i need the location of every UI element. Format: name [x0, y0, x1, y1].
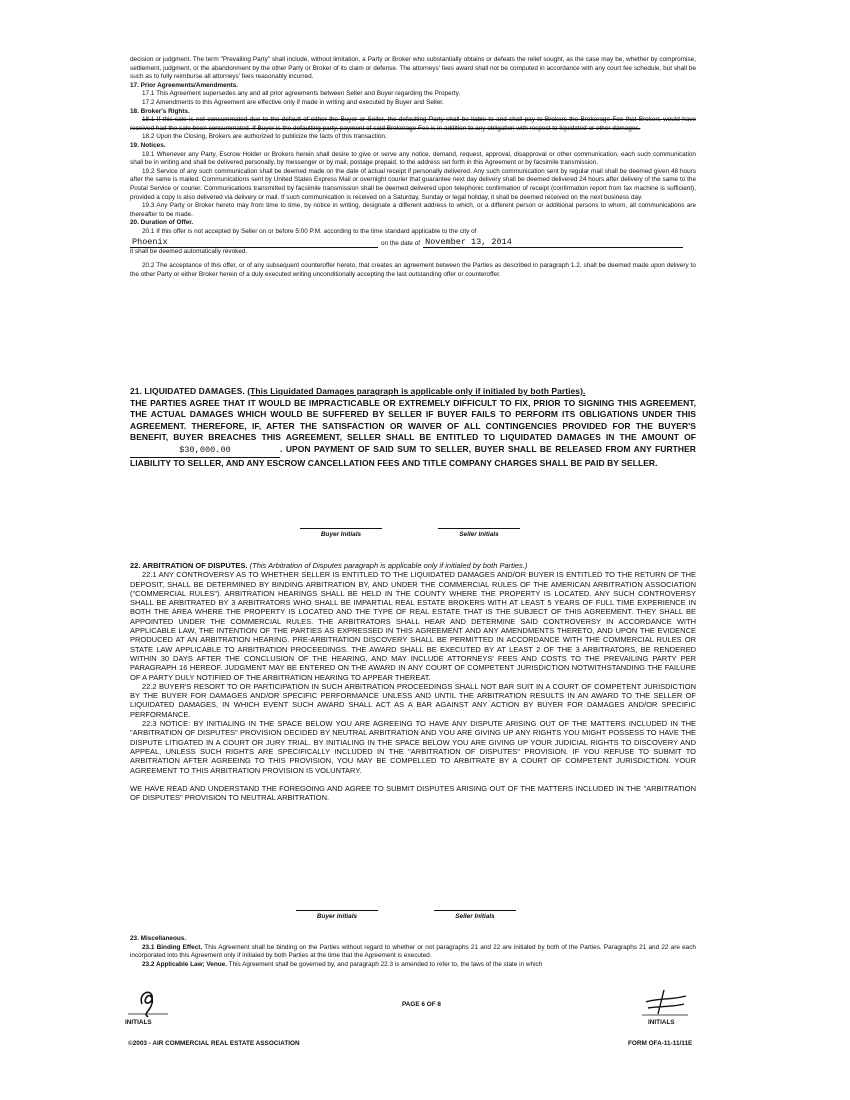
section-23-heading: 23. Miscellaneous. — [130, 935, 187, 942]
clause-19-1: 19.1 Whenever any Party, Escrow Holder or Brokers herein shall desire to give or serve any notice, demand, request, approval, disapproval or other communication, each such communication shall be in writing and shall be delivered personally, by messenger or by mail, postage prepaid, to the address set forth in this Agreement or by facsimile transmission. — [130, 150, 696, 167]
clause-18-2: 18.2 Upon the Closing, Brokers are authorized to publicize the facts of this transaction. — [142, 133, 387, 141]
section-21-heading: 21. LIQUIDATED DAMAGES. — [130, 386, 245, 396]
clause-22-3: 22.3 NOTICE: BY INITIALING IN THE SPACE BELOW YOU ARE AGREEING TO HAVE ANY DISPUTE ARISING OUT OF THE MATTERS INCLUDED IN THE "ARBITRATION OF DISPUTES" PROVISION DECIDED BY NEUTRAL ARBITRATION AND YOU ARE GIVING UP ANY RIGHTS YOU MIGHT POSSESS TO HAVE THE DISPUTE LITIGATED IN A COURT OR JURY TRIAL. BY INITIALING IN THE SPACE BELOW YOU ARE GIVING UP YOUR JUDICIAL RIGHTS TO DISCOVERY AND APPEAL, UNLESS SUCH RIGHTS ARE SPECIFICALLY INCLUDED IN THE "ARBITRATION OF DISPUTES" PROVISION. IF YOU REFUSE TO SUBMIT TO ARBITRATION AFTER AGREEING TO THIS PROVISION, YOU MAY BE COMPELLED TO ARBITRATE BY A COURT OF COMPETENT JURISDICTION. YOUR AGREEMENT TO THIS ARBITRATION PROVISION IS VOLUNTARY. — [130, 719, 696, 775]
intro-paragraph: decision or judgment. The term "Prevailing Party" shall include, without limitation, a Party or Broker who substantially obtains or defeats the relief sought, as the case may be, whether by compromise, settlement, judgment, or the abandonment by the other Party or Broker of its claim or defense. The attorneys' fees award shall not be computed in accordance with any court fee schedule, but shall be such as to fully reimburse all attorneys' fees reasonably incurred. — [130, 56, 696, 81]
date-field[interactable]: November 13, 2014 — [423, 237, 683, 248]
clause-23-2: This Agreement shall be governed by, and paragraph 22.3 is amended to refer to, the laws of the state in which — [228, 960, 543, 968]
initials-right-label: INITIALS — [648, 1019, 675, 1026]
buyer-initials-21[interactable]: Buyer Initials — [300, 528, 382, 538]
section-22-note: (This Arbitration of Disputes paragraph is applicable only if initialed by both Parties.) — [249, 561, 528, 570]
section-18-heading: 18. Broker's Rights. — [130, 107, 190, 115]
revoked-text: it shall be deemed automatically revoked. — [130, 248, 248, 256]
clause-20-2: 20.2 The acceptance of this offer, or of any subsequent counteroffer hereto, that creates an agreement between the Parties as described in paragraph 1.2, shall be deemed made upon delivery to the other Party or either Broker herein of a duly executed writing unconditionally accepting the last outstanding offer or counteroffer. — [130, 262, 696, 278]
section-23 — [130, 935, 696, 969]
form-number: FORM OFA-11-11/11E — [628, 1040, 693, 1047]
clause-23-1: This Agreement shall be binding on the Parties without regard to whether or not paragraphs 21 and 22 are initialed by both of the Parties. Paragraphs 21 and 22 are each incorporated into this Agreement only if initialed by both Parties at the time that the Agreement is executed. — [130, 943, 696, 960]
clause-23-2-label: 23.2 Applicable Law; Venue. — [142, 960, 227, 968]
seller-initials-signature — [640, 986, 690, 1018]
section-22-heading: 22. ARBITRATION OF DISPUTES. — [130, 561, 248, 570]
page-number: PAGE 6 OF 8 — [402, 1001, 441, 1008]
liquidated-damages-text — [130, 398, 696, 470]
liquidated-damages-text-a: THE PARTIES AGREE THAT IT WOULD BE IMPRACTICABLE OR EXTREMELY DIFFICULT TO FIX, PRIOR TO SIGNING THIS AGREEMENT, THE ACTUAL DAMAGES WHICH WOULD BE SUFFERED BY SELLER IF BUYER FAILS TO PERFORM ITS OBLIGATIONS UNDER THIS AGREEMENT. THEREFORE, IF, AFTER THE SATISFACTION OR WAIVER OF ALL CONTINGENCIES PROVIDED FOR THE BUYER'S BENEFIT, BUYER BREACHES THIS AGREEMENT, SELLER SHALL BE ENTITLED TO LIQUIDATED DAMAGES IN THE AMOUNT OF — [130, 397, 696, 443]
section-22 — [130, 561, 696, 802]
liquidated-damages-text-b: . UPON PAYMENT OF SAID SUM TO SELLER, BUYER SHALL BE RELEASED FROM ANY FURTHER LIABILITY TO SELLER, AND ANY ESCROW CANCELLATION FEES AND TITLE COMPANY CHARGES SHALL BE PAID BY SELLER. — [130, 443, 696, 468]
buyer-initials-signature — [128, 984, 170, 1018]
section-20-heading: 20. Duration of Offer. — [130, 219, 194, 227]
section-21 — [130, 386, 696, 469]
initials-left-label: INITIALS — [125, 1019, 152, 1026]
section-21-heading-line — [130, 386, 696, 398]
seller-initials-22[interactable]: Seller Initials — [434, 910, 516, 920]
section-17-heading: 17. Prior Agreements/Amendments. — [130, 81, 239, 89]
clause-18-1: 18.1 If this sale is not consummated due to the default of either the Buyer or Seller, the defaulting Party shall be liable to and shall pay to Brokers the Brokerage Fee that Brokers would have received had the sale been consummated. If Buyer is the defaulting party, payment of said Brokerage Fee is in addition to any obligation with respect to liquidated or other damages. — [130, 116, 696, 132]
section-22-initials — [296, 910, 516, 920]
clause-23-1-label: 23.1 Binding Effect. — [142, 943, 203, 951]
section-22-heading-line — [130, 561, 696, 570]
clause-19-3: 19.3 Any Party or Broker hereto may from time to time, by notice in writing, designate a different address to which, or a different person or additional persons to whom, all communications are thereafter to be made. — [130, 202, 696, 218]
clause-20-1: 20.1 If this offer is not accepted by Seller on or before 5:00 P.M. according to the time standard applicable to the city of — [142, 227, 477, 235]
clause-22-acknowledgement: WE HAVE READ AND UNDERSTAND THE FOREGOING AND AGREE TO SUBMIT DISPUTES ARISING OUT OF THE MATTERS INCLUDED IN THE "ARBITRATION OF DISPUTES" PROVISION TO NEUTRAL ARBITRATION. — [130, 783, 696, 803]
liquidated-damages-amount[interactable]: $30,000.00 — [130, 445, 280, 458]
clause-22-1: 22.1 ANY CONTROVERSY AS TO WHETHER SELLER IS ENTITLED TO THE LIQUIDATED DAMAGES AND/OR BUYER IS ENTITLED TO THE RETURN OF THE DEPOSIT, SHALL BE DETERMINED BY BINDING ARBITRATION BY, AND UNDER THE COMMERCIAL RULES OF THE AMERICAN ARBITRATION ASSOCIATION ("COMMERCIAL RULES"). ARBITRATION HEARINGS SHALL BE HELD IN THE COUNTY WHERE THE PROPERTY IS LOCATED. ANY SUCH CONTROVERSY SHALL BE ARBITRATED BY 3 ARBITRATORS WHO SHALL BE IMPARTIAL REAL ESTATE BROKERS WITH AT LEAST 5 YEARS OF FULL TIME EXPERIENCE IN BOTH THE AREA WHERE THE PROPERTY IS LOCATED AND THE TYPE OF REAL ESTATE THAT IS THE SUBJECT OF THIS AGREEMENT. THEY SHALL BE APPOINTED UNDER THE COMMERCIAL RULES. THE ARBITRATORS SHALL HEAR AND DETERMINE SAID CONTROVERSY IN ACCORDANCE WITH APPLICABLE LAW, THE INTENTION OF THE PARTIES AS EXPRESSED IN THIS AGREEMENT AND ANY AMENDMENTS THERETO, AND UPON THE EVIDENCE PRODUCED AT AN ARBITRATION HEARING. PRE-ARBITRATION DISCOVERY SHALL BE PERMITTED IN ACCORDANCE WITH THE COMMERCIAL RULES OR STATE LAW APPLICABLE TO ARBITRATION PROCEEDINGS. THE AWARD SHALL BE EXECUTED BY AT LEAST 2 OF THE 3 ARBITRATORS, BE RENDERED WITHIN 30 DAYS AFTER THE CONCLUSION OF THE HEARING, AND MAY INCLUDE ATTORNEYS' FEES AND COSTS TO THE PREVAILING PARTY PER PARAGRAPH 16 HEREOF. JUDGMENT MAY BE ENTERED ON THE AWARD IN ANY COURT OF COMPETENT JURISDICTION NOTWITHSTANDING THE FAILURE OF A PARTY DULY NOTIFIED OF THE ARBITRATION HEARING TO APPEAR THEREAT. — [130, 570, 696, 682]
city-field[interactable]: Phoenix — [130, 237, 378, 248]
section-21-initials — [300, 528, 520, 538]
clause-17-1: 17.1 This Agreement supersedes any and all prior agreements between Seller and Buyer regarding the Property. — [142, 90, 461, 98]
date-label: on the date of — [381, 239, 421, 247]
offer-deadline-row — [130, 236, 696, 248]
clause-17-2: 17.2 Amendments to this Agreement are effective only if made in writing and executed by Buyer and Seller. — [142, 98, 444, 106]
seller-initials-21[interactable]: Seller Initials — [438, 528, 520, 538]
clause-22-2: 22.2 BUYER'S RESORT TO OR PARTICIPATION IN SUCH ARBITRATION PROCEEDINGS SHALL NOT BAR SUIT IN A COURT OF COMPETENT JURISDICTION BY THE BUYER FOR DAMAGES AND/OR SPECIFIC PERFORMANCE UNLESS AND UNTIL THE ARBITRATION RESULTS IN AN AWARD TO THE SELLER OF LIQUIDATED DAMAGES, IN WHICH EVENT SUCH AWARD SHALL ACT AS A BAR AGAINST ANY ACTION BY BUYER FOR DAMAGES AND/OR SPECIFIC PERFORMANCE. — [130, 681, 696, 719]
section-19-heading: 19. Notices. — [130, 141, 166, 149]
upper-clauses — [130, 56, 696, 279]
copyright: ©2003 - AIR COMMERCIAL REAL ESTATE ASSOCIATION — [128, 1040, 300, 1047]
clause-19-2: 19.2 Service of any such communication shall be deemed made on the date of actual receipt if personally delivered. Any such communication sent by regular mail shall be deemed given 48 hours after the same is mailed. Communications sent by United States Express Mail or overnight courier that guarantee next day delivery shall be deemed delivered 24 hours after delivery of the same to the Postal Service or courier. Communications transmitted by facsimile transmission shall be deemed delivered upon telephonic confirmation of receipt (confirmation report from fax machine is sufficient), provided a copy is also delivered via delivery or mail. If such communication is received on a Saturday, Sunday or legal holiday, it shall be deemed received on the next business day. — [130, 167, 696, 201]
section-21-note: (This Liquidated Damages paragraph is applicable only if initialed by both Parties). — [247, 386, 586, 396]
buyer-initials-22[interactable]: Buyer Initials — [296, 910, 378, 920]
